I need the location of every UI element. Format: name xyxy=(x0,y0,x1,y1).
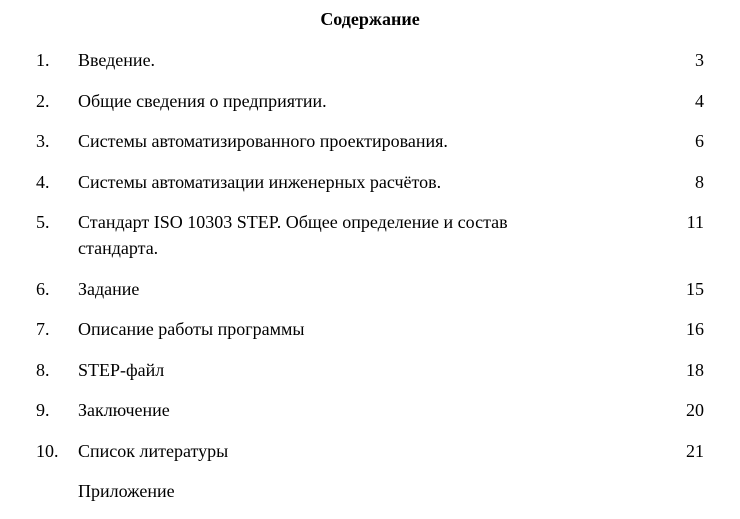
toc-entry xyxy=(0,47,740,73)
toc-entry-page: 11 xyxy=(686,212,704,232)
toc-entry-text: Список литературы xyxy=(78,440,229,461)
toc-list xyxy=(0,47,740,519)
toc-entry-page: 20 xyxy=(686,400,704,420)
toc-entry-text: Задание xyxy=(78,278,140,299)
toc-entry-number: 5. xyxy=(36,212,50,232)
toc-entry-text: Системы автоматизированного проектирования. xyxy=(78,131,448,151)
toc-entry xyxy=(0,88,740,114)
toc-entry xyxy=(0,169,740,195)
toc-entry-page: 16 xyxy=(686,319,704,339)
toc-entry-number: 3. xyxy=(36,131,50,151)
toc-entry-page: 18 xyxy=(686,359,704,380)
toc-entry xyxy=(0,276,740,302)
toc-entry-page: 8 xyxy=(695,171,704,192)
toc-entry xyxy=(0,397,740,423)
toc-entry-text: Общие сведения о предприятии. xyxy=(78,90,327,111)
toc-entry-number: 1. xyxy=(36,50,50,70)
toc-entry-number: 6. xyxy=(36,278,50,299)
toc-entry-number: 7. xyxy=(36,319,50,339)
toc-entry-text: Системы автоматизации инженерных расчётов. xyxy=(78,171,442,192)
toc-entry-page: 3 xyxy=(695,50,704,70)
toc-entry xyxy=(0,316,740,342)
toc-entry-text: Приложение xyxy=(78,481,175,501)
toc-entry xyxy=(0,128,740,154)
toc-entry xyxy=(0,438,740,464)
toc-entry-number: 10. xyxy=(36,440,59,461)
toc-entry xyxy=(0,478,740,504)
toc-entry xyxy=(0,357,740,383)
toc-entry-number: 2. xyxy=(36,90,50,111)
toc-title: Содержание xyxy=(320,9,420,29)
toc-entry-text: Стандарт ISO 10303 STEP. Общее определение и состав стандарта. xyxy=(78,212,508,258)
toc-entry-text: Описание работы программы xyxy=(78,319,305,339)
toc-entry-text: Заключение xyxy=(78,400,170,420)
toc-entry-page: 21 xyxy=(686,440,704,461)
toc-entry-number: 8. xyxy=(36,359,50,380)
toc-entry-text: Введение. xyxy=(78,50,156,70)
toc-entry-page: 6 xyxy=(695,131,704,151)
toc-entry-text: STEP-файл xyxy=(78,359,165,380)
toc-entry-page: 4 xyxy=(695,90,704,111)
toc-entry xyxy=(0,209,740,261)
toc-entry-page: 15 xyxy=(686,278,704,299)
toc-entry-number: 4. xyxy=(36,171,50,192)
toc-entry-number: 9. xyxy=(36,400,50,420)
